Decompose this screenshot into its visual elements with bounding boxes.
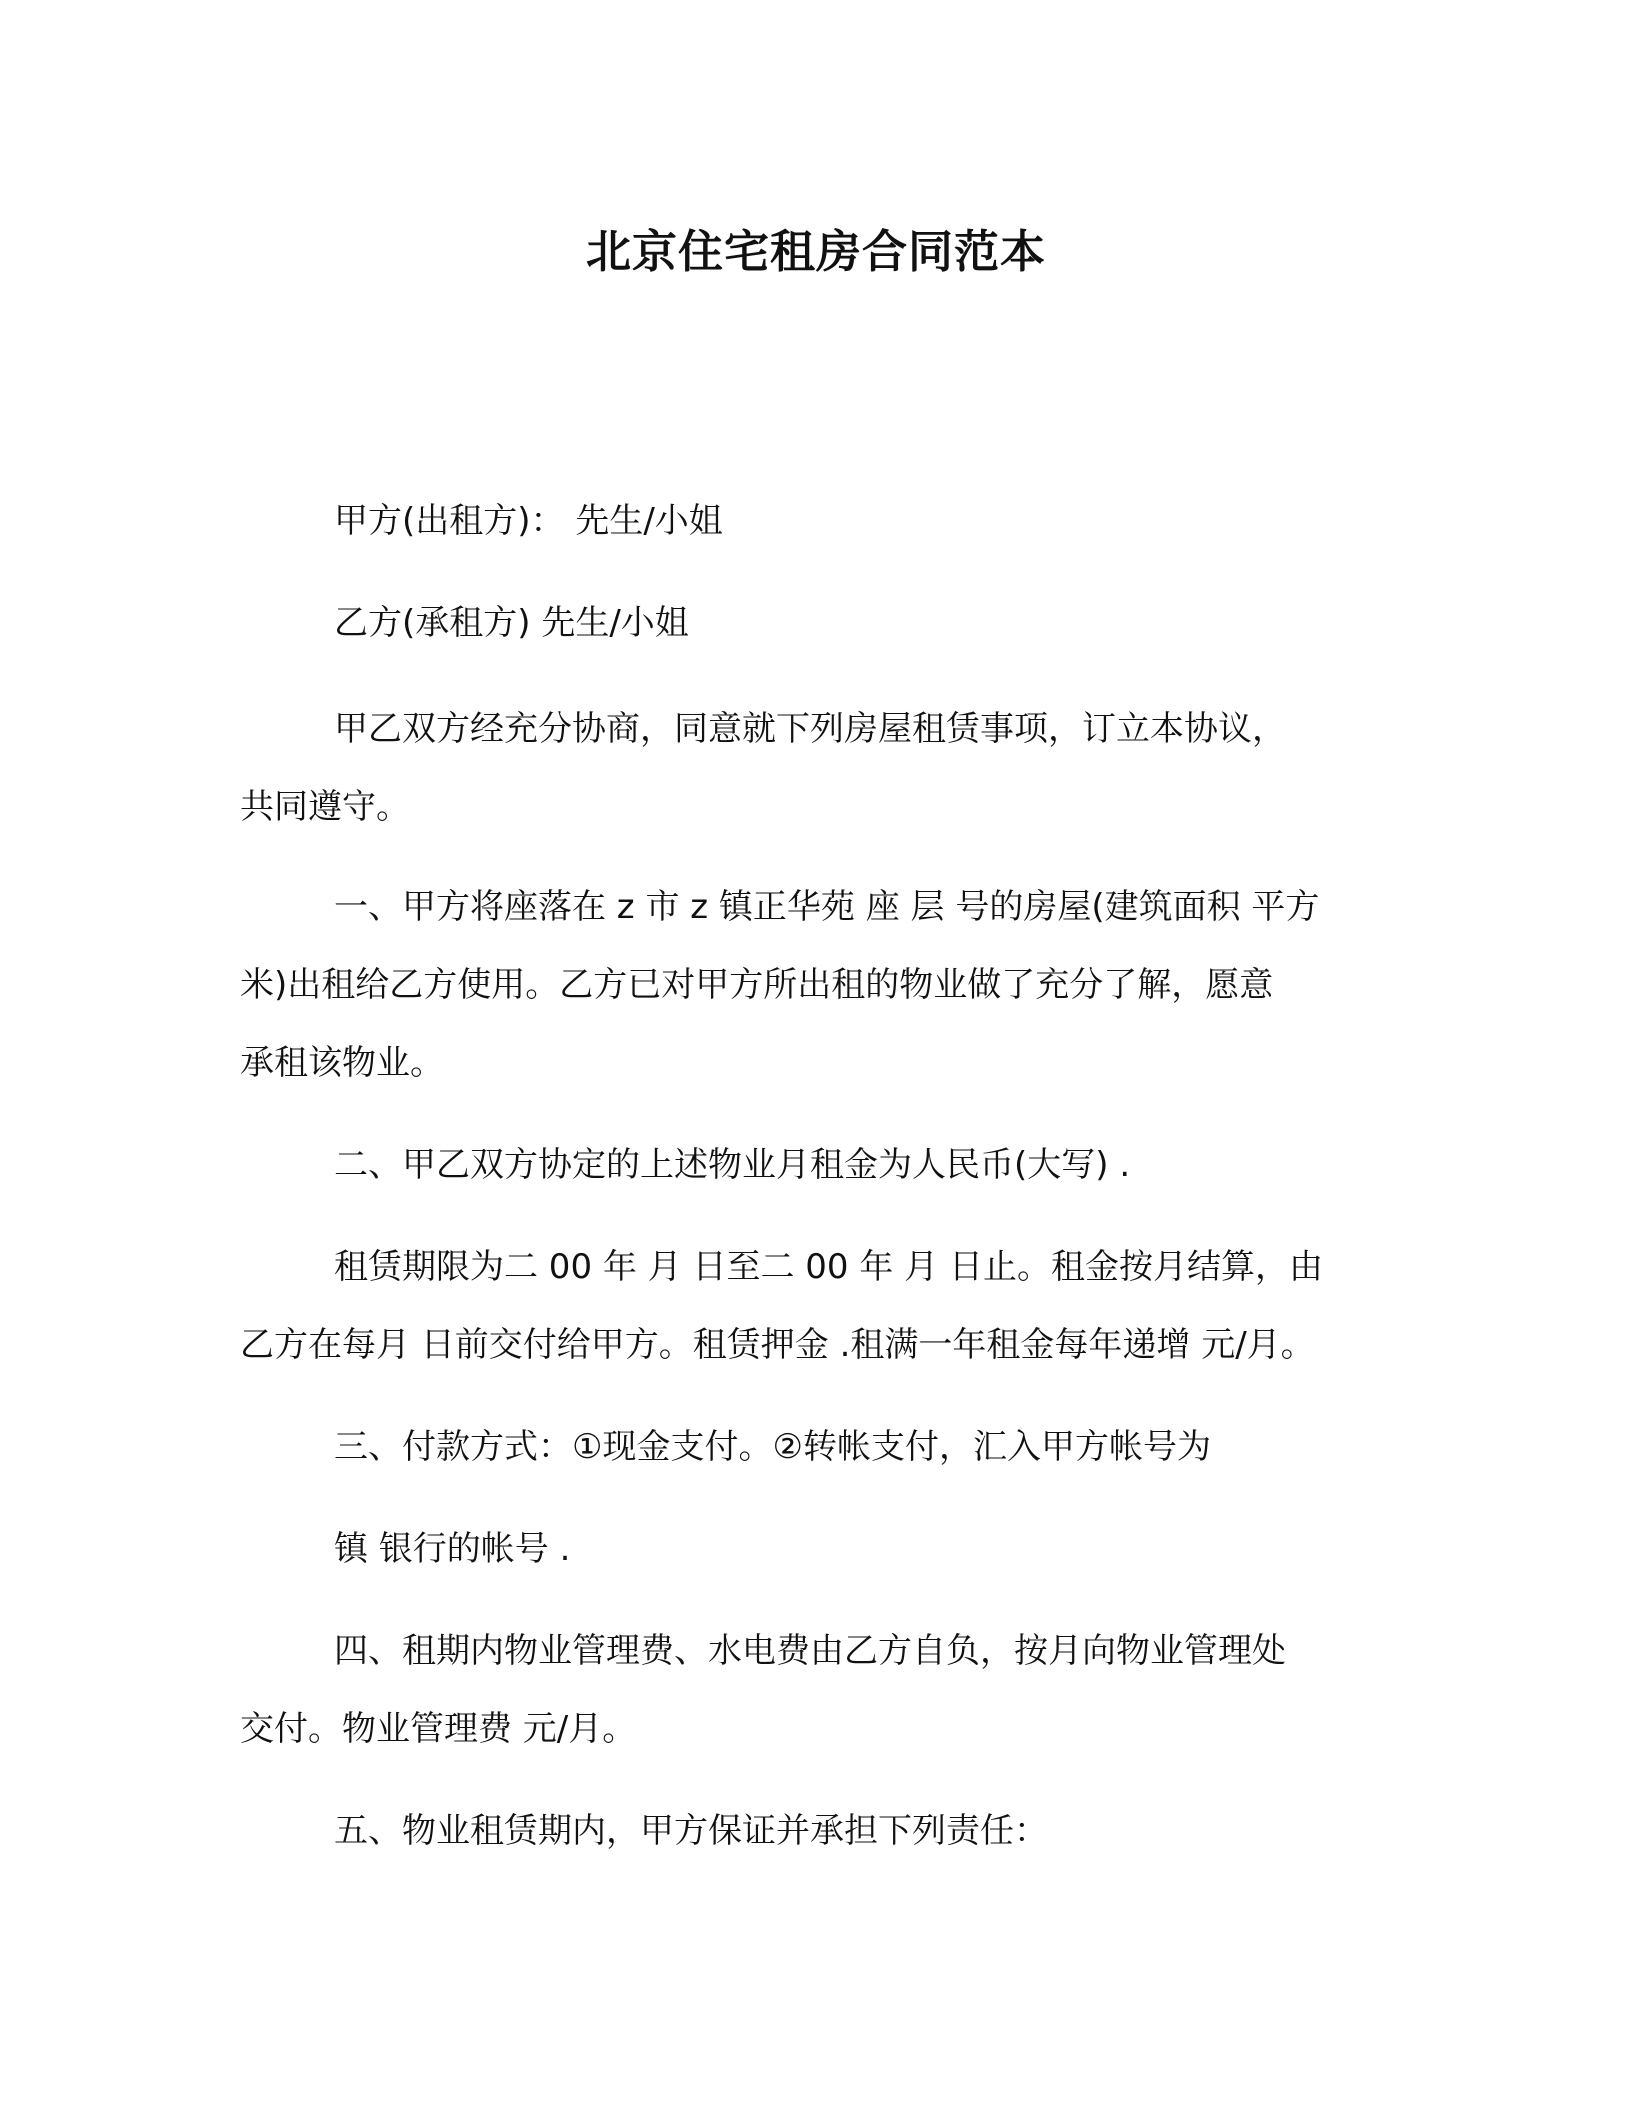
paragraph-agreement-intro (240, 690, 1400, 846)
paragraph-line: 镇 银行的帐号 . (334, 1529, 571, 1569)
paragraph-line: 共同遵守。 (240, 787, 410, 827)
paragraph-line: 承租该物业。 (240, 1043, 444, 1083)
paragraph-line: 二、甲乙双方协定的上述物业月租金为人民币(大写) . (334, 1145, 1131, 1185)
paragraph-line: 一、甲方将座落在 z 市 z 镇正华苑 座 层 号的房屋(建筑面积 平方 (334, 887, 1320, 927)
paragraph-line: 交付。物业管理费 元/月。 (240, 1709, 637, 1749)
paragraph-line: 租赁期限为二 00 年 月 日至二 00 年 月 日止。租金按月结算，由 (334, 1247, 1323, 1287)
paragraph-line: 米)出租给乙方使用。乙方已对甲方所出租的物业做了充分了解，愿意 (240, 965, 1274, 1005)
paragraph-line: 乙方在每月 日前交付给甲方。租赁押金 .租满一年租金每年递增 元/月。 (240, 1325, 1315, 1365)
paragraph-bank-account (240, 1510, 1400, 1588)
paragraph-line: 四、租期内物业管理费、水电费由乙方自负，按月向物业管理处 (334, 1631, 1286, 1671)
clause-three (240, 1408, 1400, 1486)
clause-five (240, 1792, 1400, 1870)
paragraph-line: 乙方(承租方) 先生/小姐 (334, 603, 689, 643)
document-title: 北京住宅租房合同范本 (585, 225, 1046, 278)
clause-one (240, 868, 1400, 1102)
clause-two (240, 1126, 1400, 1204)
paragraph-line: 五、物业租赁期内，甲方保证并承担下列责任： (334, 1811, 1048, 1851)
paragraph-line: 甲乙双方经充分协商，同意就下列房屋租赁事项，订立本协议， (334, 709, 1286, 749)
paragraph-lease-term (240, 1228, 1400, 1384)
paragraph-line: 三、付款方式：①现金支付。②转帐支付，汇入甲方帐号为 (334, 1427, 1211, 1467)
paragraph-party-a (240, 482, 1400, 560)
paragraph-party-b (240, 584, 1400, 662)
clause-four (240, 1612, 1400, 1768)
paragraph-line: 甲方(出租方)： 先生/小姐 (334, 501, 723, 541)
